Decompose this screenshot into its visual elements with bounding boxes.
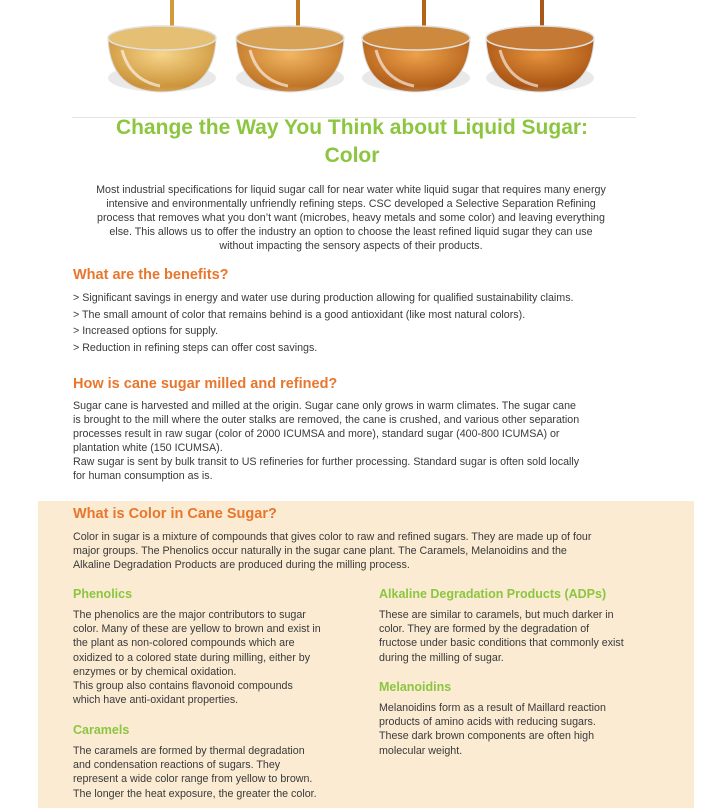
caramels-line: and condensation reactions of sugars. They (73, 759, 281, 772)
milled-line: plantation white (150 ICUMSA). (73, 442, 223, 454)
caramels-line: The caramels are formed by thermal degradation (73, 745, 305, 757)
intro-line: else. This allows us to offer the industry an option to choose the least refined liquid sugar they can use (109, 226, 593, 238)
adps-text (379, 608, 659, 665)
color-line: Color in sugar is a mixture of compounds that gives color to raw and refined sugars. They are made up of four (73, 531, 592, 543)
melanoidins-heading: Melanoidins (379, 680, 452, 694)
caramels-heading: Caramels (73, 723, 130, 737)
hero-image (0, 0, 723, 112)
intro-line: process that removes what you don’t want (microbes, heavy metals and some color) and leaving everything (97, 212, 605, 224)
milled-paragraph (73, 399, 645, 483)
phenolics-heading: Phenolics (73, 587, 133, 601)
phenolics-line: oxidized to a colored state during milling, either by (73, 651, 311, 664)
intro-line: without impacting the sensory aspects of their products. (219, 240, 483, 252)
phenolics-line: the plant as non-colored compounds which are (73, 637, 295, 650)
page-title (40, 114, 664, 170)
intro-line: intensive and environmentally unfriendly refining steps. CSC developed a Selective Separation Refining (106, 198, 596, 210)
caramels-line: The longer the heat exposure, the greater the color. (73, 787, 317, 800)
bowl-4 (486, 0, 594, 92)
bowl-3 (362, 0, 470, 92)
list-item: > Significant savings in energy and water use during production allowing for qualified sustainability claims. (73, 292, 574, 304)
benefits-heading: What are the benefits? (73, 267, 229, 283)
phenolics-line: The phenolics are the major contributors to sugar (73, 609, 306, 621)
milled-heading: How is cane sugar milled and refined? (73, 376, 338, 392)
adps-line: fructose under basic conditions that commonly exist (379, 637, 624, 650)
benefits-list (73, 290, 653, 357)
milled-line: processes result in raw sugar (color of 2000 ICUMSA and more), standard sugar (400-800 ICUMSA) or (73, 428, 560, 440)
intro-line: Most industrial specifications for liquid sugar call for near water white liquid sugar that requires many energy (96, 184, 606, 196)
milled-line: Raw sugar is sent by bulk transit to US refineries for further processing. Standard sugar is often sold locally (73, 456, 580, 468)
adps-line: These are similar to caramels, but much darker in (379, 609, 614, 621)
color-paragraph (73, 530, 645, 572)
adps-line: color. They are formed by the degradation of (379, 623, 590, 636)
sugar-bowls-illustration (0, 0, 723, 112)
bowl-1 (108, 0, 216, 92)
color-line: Alkaline Degradation Products are produced during the milling process. (73, 559, 410, 571)
phenolics-line: This group also contains flavonoid compounds (73, 680, 293, 693)
list-item: > Increased options for supply. (73, 325, 219, 338)
milled-line: for human consumption as is. (73, 470, 213, 482)
phenolics-text (73, 608, 363, 707)
melanoidins-line: These dark brown components are often high (379, 730, 595, 743)
list-item: > The small amount of color that remains behind is a good antioxidant (like most natural colors). (73, 308, 526, 321)
melanoidins-line: products of amino acids with reducing sugars. (379, 716, 596, 729)
phenolics-line: enzymes or by chemical oxidation. (73, 665, 237, 678)
list-item: > Reduction in refining steps can offer cost savings. (73, 342, 318, 355)
melanoidins-line: Melanoidins form as a result of Maillard reaction (379, 702, 606, 714)
color-line: major groups. The Phenolics occur naturally in the sugar cane plant. The Caramels, Melanoidins and the (73, 545, 567, 557)
adps-line: during the milling of sugar. (379, 651, 504, 664)
intro-paragraph (68, 183, 634, 253)
caramels-text (73, 744, 363, 801)
caramels-line: represent a wide color range from yellow to brown. (73, 773, 313, 786)
adps-heading: Alkaline Degradation Products (ADPs) (379, 587, 607, 601)
melanoidins-text (379, 701, 659, 758)
milled-line: Sugar cane is harvested and milled at the origin. Sugar cane only grows in warm climates. The sugar cane (73, 400, 576, 412)
page-title-line-1: Change the Way You Think about Liquid Sugar: (115, 116, 589, 139)
phenolics-line: color. Many of these are yellow to brown and exist in (73, 623, 321, 636)
melanoidins-line: molecular weight. (379, 744, 463, 757)
bowl-2 (236, 0, 344, 92)
page-title-line-2: Color (324, 144, 380, 167)
phenolics-line: which have anti-oxidant properties. (73, 694, 239, 707)
milled-line: is brought to the mill where the outer stalks are removed, the cane is crushed, and various other separation (73, 414, 580, 426)
color-heading: What is Color in Cane Sugar? (73, 506, 277, 522)
